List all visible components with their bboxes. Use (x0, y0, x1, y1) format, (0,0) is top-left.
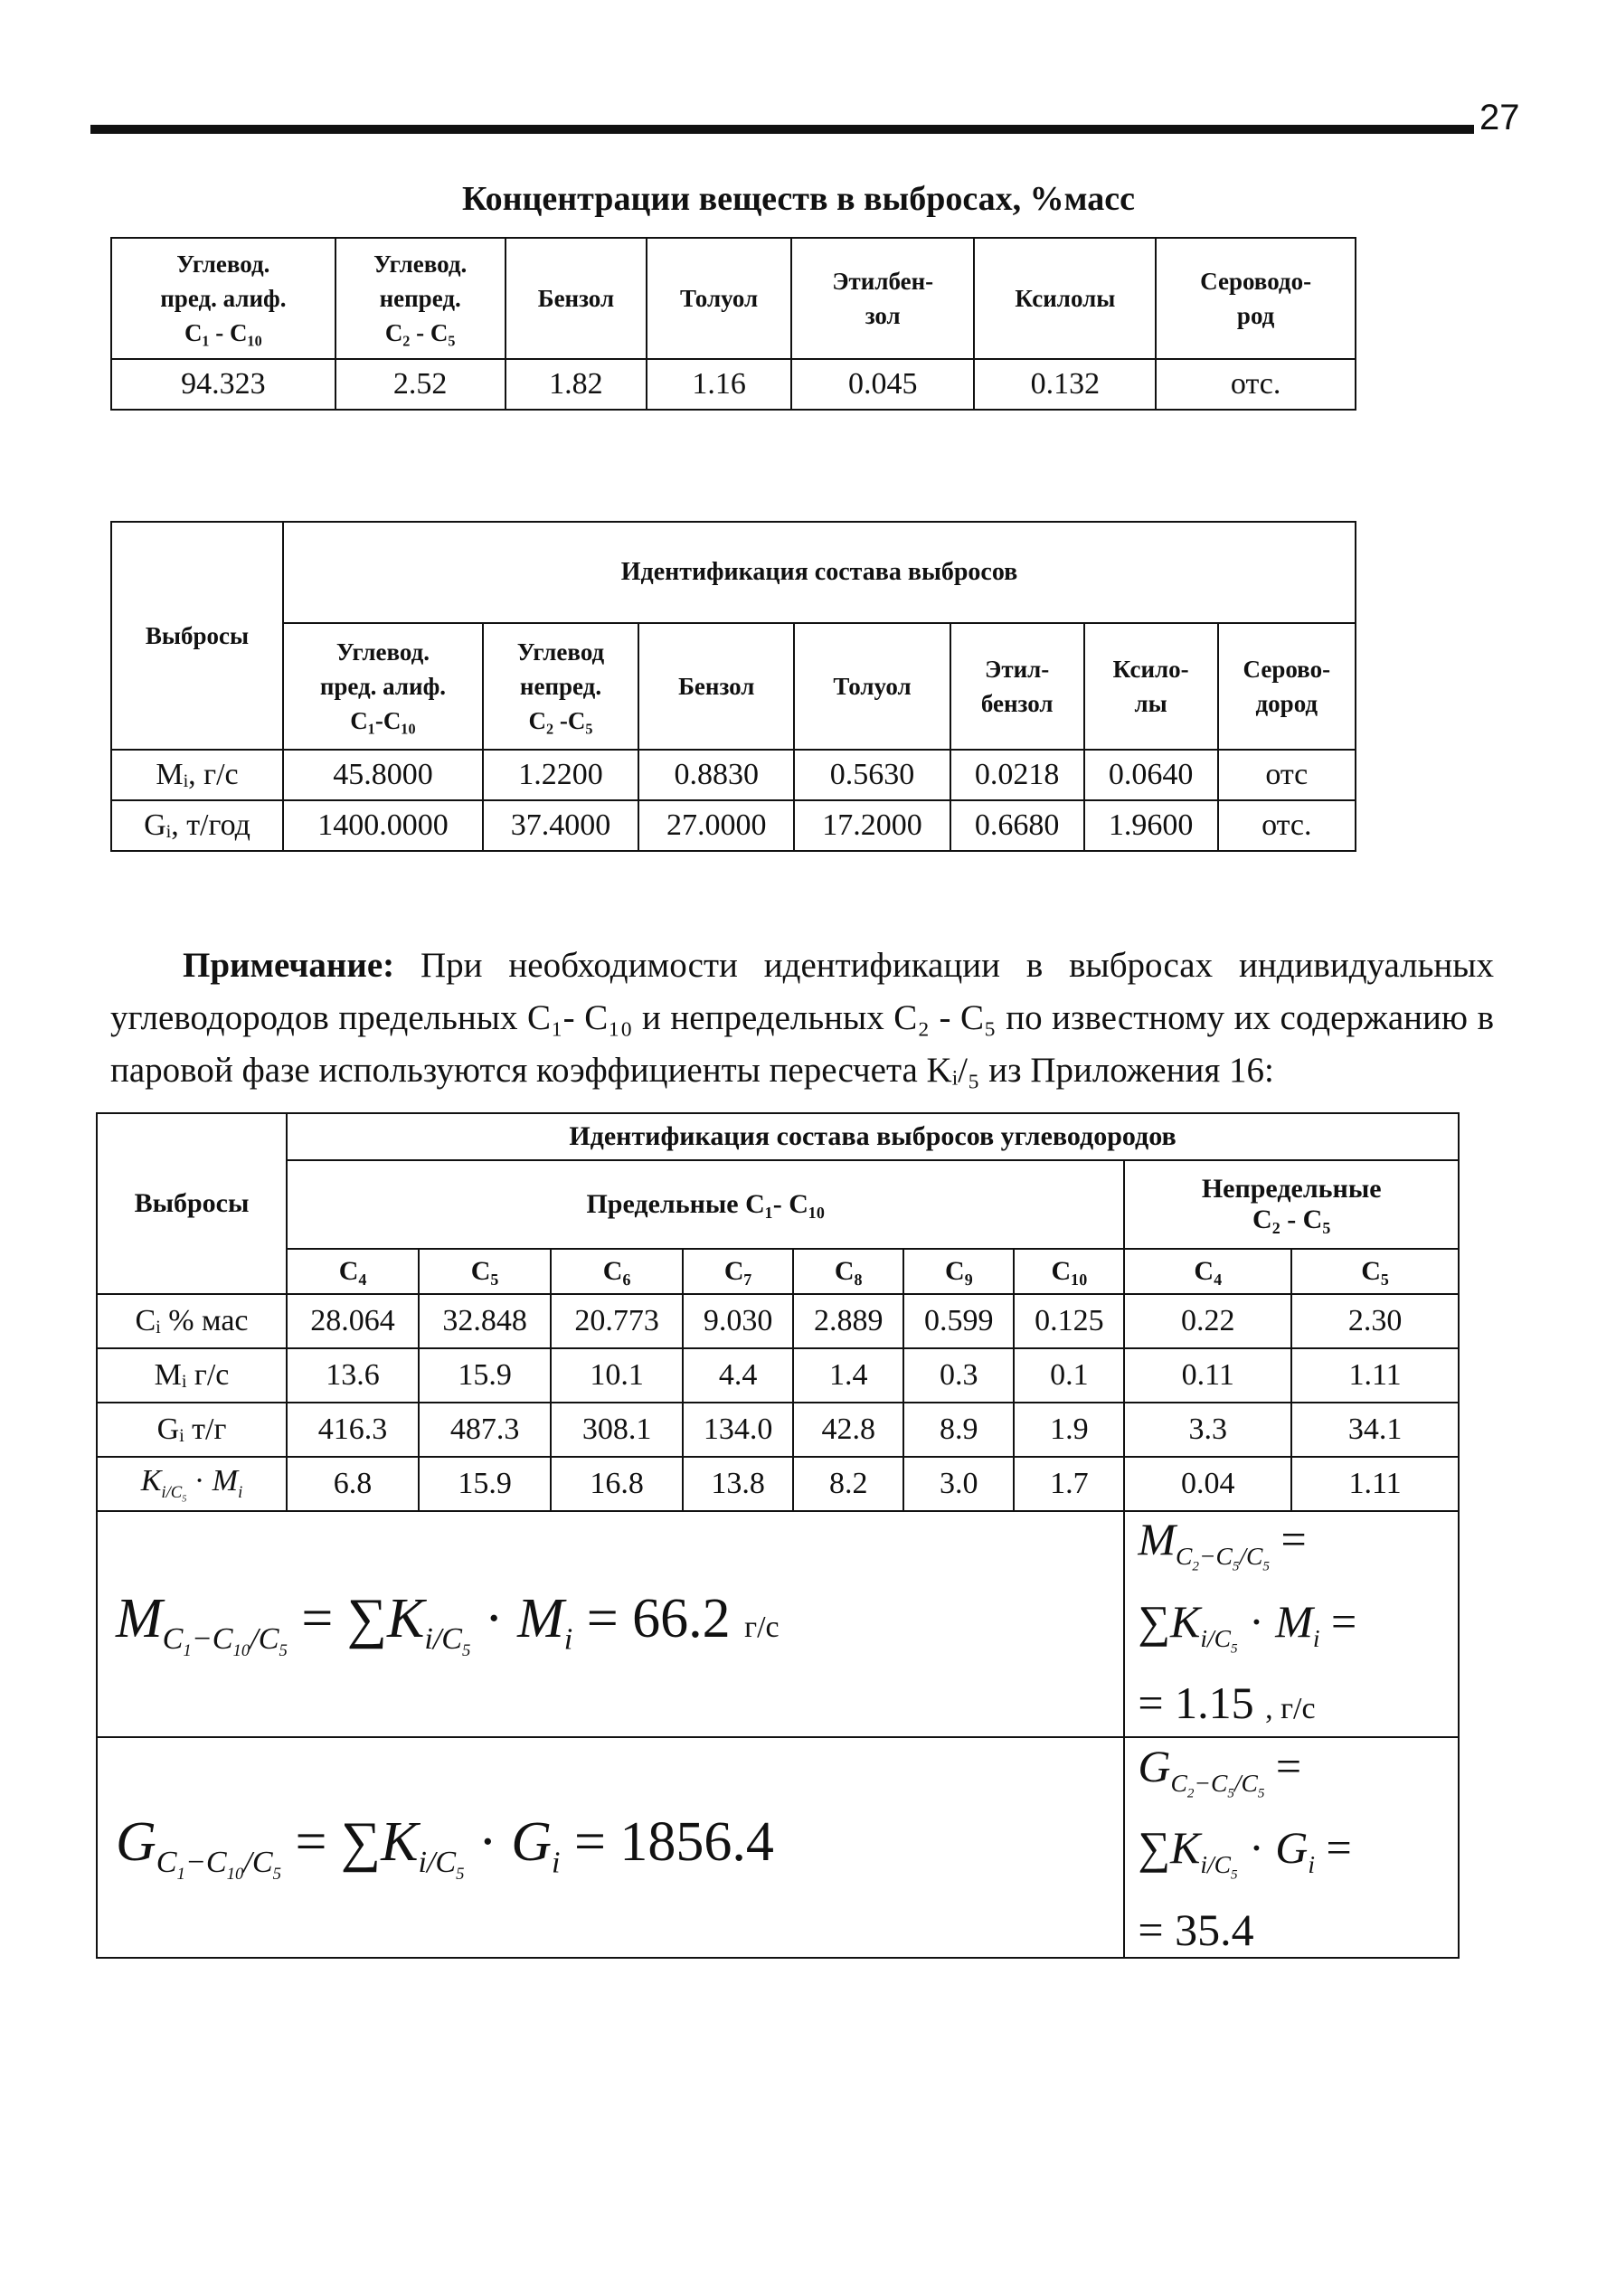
table3-cell: 6.8 (287, 1457, 419, 1511)
table3-cell: 3.0 (903, 1457, 1014, 1511)
unsaturated-header: Непредельные C₂ - C₅ (1124, 1160, 1459, 1249)
table3-row (97, 1403, 1459, 1457)
table2-cell: 0.8830 (638, 750, 794, 800)
table3-cell: 0.1 (1014, 1348, 1124, 1403)
table2-cell: 17.2000 (794, 800, 950, 851)
table3-row-label: Cᵢ % мас (97, 1294, 287, 1348)
table3-cell: 4.4 (683, 1348, 793, 1403)
table1-value-row (111, 359, 1356, 410)
table3-cell: 1.4 (793, 1348, 903, 1403)
table3-cell: 34.1 (1291, 1403, 1459, 1457)
table3-subheader: C₁₀ (1014, 1249, 1124, 1294)
table3-subheader: C₆ (551, 1249, 683, 1294)
table3-cell: 8.9 (903, 1403, 1014, 1457)
table1-cell: 1.16 (647, 359, 791, 410)
table1-header-cell: Ксилолы (974, 238, 1156, 359)
table3-subheader: C₄ (287, 1249, 419, 1294)
table3-cell: 42.8 (793, 1403, 903, 1457)
table3-cell: 0.599 (903, 1294, 1014, 1348)
table2-cell: 0.6680 (950, 800, 1084, 851)
table3-subheader: C₈ (793, 1249, 903, 1294)
table3-cell: 1.11 (1291, 1348, 1459, 1403)
table2-cell: отс. (1218, 800, 1356, 851)
table2-cell: 0.5630 (794, 750, 950, 800)
table3-group-header: Идентификация состава выбросов углеводородов (287, 1113, 1459, 1160)
table3-cell: 487.3 (419, 1403, 551, 1457)
table3-category-row (97, 1160, 1459, 1249)
table2-cell: 0.0218 (950, 750, 1084, 800)
table3-cell: 134.0 (683, 1403, 793, 1457)
table2-row (111, 800, 1356, 851)
table3-row (97, 1348, 1459, 1403)
note-text: При необходимости идентификации в выбросах индивидуальных углеводородов предельных C₁- C₁₀ и непредельных C₂ - C₅ по известному их содержанию в паровой фазе используются коэффициенты пересчета Kᵢ/₅ из Приложения 16: (110, 946, 1495, 1090)
table3-subheader: C₅ (1291, 1249, 1459, 1294)
table2-group-header: Идентификация состава выбросов (283, 522, 1356, 623)
saturated-header: Предельные C₁- C₁₀ (287, 1160, 1124, 1249)
table1-header-cell: Углевод. пред. алиф. C₁ - C₁₀ (111, 238, 335, 359)
table2-cell: 27.0000 (638, 800, 794, 851)
table3-cell: 15.9 (419, 1348, 551, 1403)
table2-header-cell: Этил- бензол (950, 623, 1084, 750)
table3-formula-row-m (97, 1511, 1459, 1737)
table2-header-cell: Углевод непред. C₂ -C₅ (483, 623, 638, 750)
emissions-identification-table (110, 521, 1356, 852)
table3-cell: 308.1 (551, 1403, 683, 1457)
table1-header-cell: Углевод. непред. C₂ - C₅ (335, 238, 506, 359)
table2-cell: отс (1218, 750, 1356, 800)
table2-header-row (111, 623, 1356, 750)
table3-row (97, 1294, 1459, 1348)
table3-cell: 13.6 (287, 1348, 419, 1403)
header-rule (90, 125, 1474, 134)
table2-header-cell: Ксило- лы (1084, 623, 1218, 750)
table3-cell: 0.3 (903, 1348, 1014, 1403)
table2-cell: 1.2200 (483, 750, 638, 800)
table3-cell: 416.3 (287, 1403, 419, 1457)
table3-cell: 0.22 (1124, 1294, 1291, 1348)
table3-row (97, 1457, 1459, 1511)
table3-subheader: C₉ (903, 1249, 1014, 1294)
table3-row-label: Gᵢ т/г (97, 1403, 287, 1457)
table3-subheader: C₇ (683, 1249, 793, 1294)
table3-cell: 1.11 (1291, 1457, 1459, 1511)
table3-group-row (97, 1113, 1459, 1160)
table3-row-label: $K_{i/C_5} \cdot M_i$ (97, 1457, 287, 1511)
table2-header-cell: Углевод. пред. алиф. C₁-C₁₀ (283, 623, 483, 750)
table3-row-header: Выбросы (97, 1113, 287, 1294)
table3-cell: 10.1 (551, 1348, 683, 1403)
table3-cell: 0.125 (1014, 1294, 1124, 1348)
table3-cell: 16.8 (551, 1457, 683, 1511)
table2-cell: 37.4000 (483, 800, 638, 851)
table1-cell: 1.82 (506, 359, 647, 410)
table2-row-label: Mᵢ, г/с (111, 750, 283, 800)
table1-header-cell: Сероводо- род (1156, 238, 1356, 359)
note-label: Примечание: (183, 946, 395, 985)
table3-cell: 1.9 (1014, 1403, 1124, 1457)
table2-header-cell: Бензол (638, 623, 794, 750)
table3-cell: 0.04 (1124, 1457, 1291, 1511)
table2-row-header: Выбросы (111, 522, 283, 750)
table2-header-cell: Толуол (794, 623, 950, 750)
table2-row (111, 750, 1356, 800)
table3-cell: 3.3 (1124, 1403, 1291, 1457)
table3-cell: 2.889 (793, 1294, 903, 1348)
table1-header-cell: Толуол (647, 238, 791, 359)
table2-cell: 0.0640 (1084, 750, 1218, 800)
table3-cell: 15.9 (419, 1457, 551, 1511)
formula-m-saturated: $M_{C_1-C_{10}/C_5} = \sum K_{i/C_5} \cdot M_i = 66.2$ г/с (97, 1511, 1124, 1737)
table2-header-cell: Серово- дород (1218, 623, 1356, 750)
table3-row-label: Mᵢ г/с (97, 1348, 287, 1403)
formula-m-unsaturated: $M_{C_2-C_5/C_5}$ = $\sum K_{i/C_5} \cdot M_i$ = = 1.15 , г/с (1124, 1511, 1459, 1737)
table3-cell: 28.064 (287, 1294, 419, 1348)
table2-cell: 45.8000 (283, 750, 483, 800)
table3-subheader: C₅ (419, 1249, 551, 1294)
table2-cell: 1.9600 (1084, 800, 1218, 851)
table3-cell: 1.7 (1014, 1457, 1124, 1511)
concentrations-table (110, 237, 1356, 411)
formula-g-unsaturated: $G_{C_2-C_5/C_5}$ = $\sum K_{i/C_5} \cdot G_i$ = = 35.4 (1124, 1737, 1459, 1958)
table3-cell: 13.8 (683, 1457, 793, 1511)
table1-cell: 0.132 (974, 359, 1156, 410)
table1-cell: 94.323 (111, 359, 335, 410)
page-number: 27 (1479, 98, 1520, 137)
table3-cell: 32.848 (419, 1294, 551, 1348)
formula-g-saturated: $G_{C_1-C_{10}/C_5} = \sum K_{i/C_5} \cdot G_i = 1856.4$ (97, 1737, 1124, 1958)
table3-cell: 0.11 (1124, 1348, 1291, 1403)
table3-cell: 2.30 (1291, 1294, 1459, 1348)
table3-cell: 8.2 (793, 1457, 903, 1511)
table2-row-label: Gᵢ, т/год (111, 800, 283, 851)
table3-subheader: C₄ (1124, 1249, 1291, 1294)
table1-header-row (111, 238, 1356, 359)
table1-header-cell: Этилбен- зол (791, 238, 974, 359)
table3-cell: 20.773 (551, 1294, 683, 1348)
table1-cell: 2.52 (335, 359, 506, 410)
table1-title: Концентрации веществ в выбросах, %масс (461, 180, 1136, 218)
table1-header-cell: Бензол (506, 238, 647, 359)
table2-cell: 1400.0000 (283, 800, 483, 851)
table3-subheader-row (97, 1249, 1459, 1294)
table2-group-row (111, 522, 1356, 623)
table1-cell: отс. (1156, 359, 1356, 410)
table3-cell: 9.030 (683, 1294, 793, 1348)
note-paragraph (110, 940, 1494, 1097)
table3-formula-row-g (97, 1737, 1459, 1958)
table1-cell: 0.045 (791, 359, 974, 410)
hydrocarbons-identification-table (96, 1112, 1460, 1959)
